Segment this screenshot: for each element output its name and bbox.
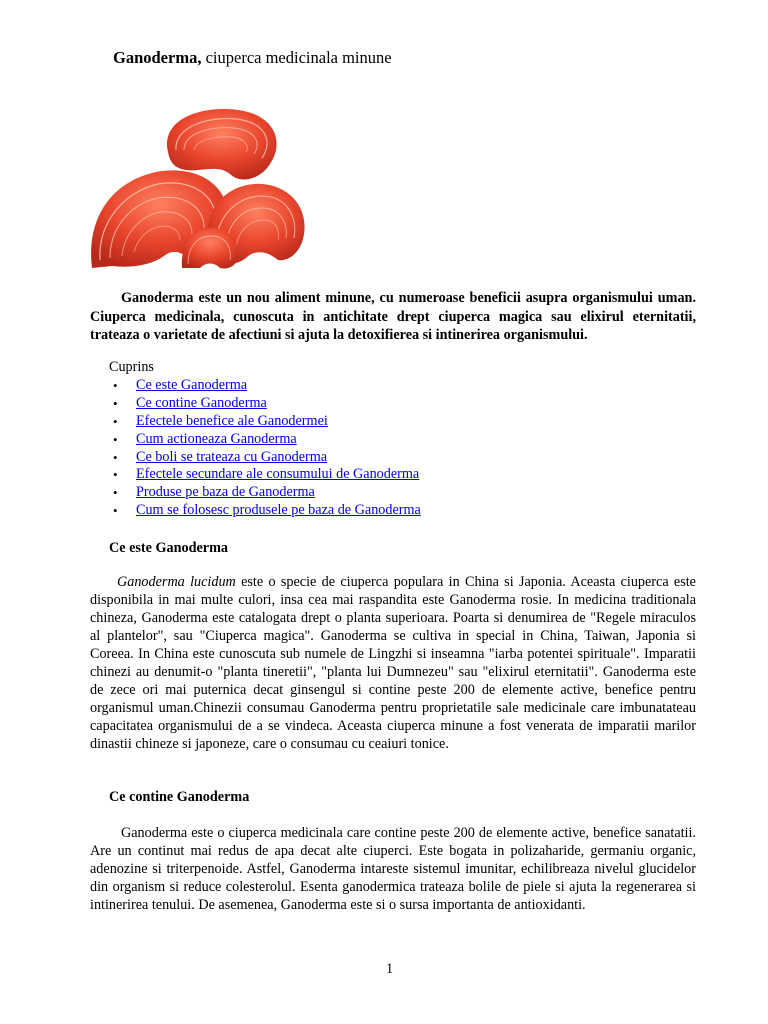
section-paragraph-ce-contine: Ganoderma este o ciuperca medicinala care contine peste 200 de elemente active, benefice sanatatii. Are un continut mai redus de apa decat alte ciuperci. Este bogata in polizaharide, germaniu organic, adenozine si triterpenoide. Astfel, Ganoderma intareste sistemul imunitar, echilibreaza nivelul glucidelor din organism si reduce colesterolul. Esenta ganodermica trateaza bolile de piele si ajuta la regenerarea si intinerirea tenului. De asemenea, Ganoderma este si o sursa importanta de antioxidanti. — [90, 825, 696, 914]
page-number: 1 — [386, 961, 394, 977]
toc-item — [109, 484, 421, 502]
toc-item — [109, 395, 421, 413]
toc-link-cum-actioneaza[interactable]: Cum actioneaza Ganoderma — [136, 430, 297, 447]
ganoderma-mushroom-image — [90, 100, 306, 270]
bullet-icon: • — [113, 413, 118, 429]
section-heading-ce-contine: Ce contine Ganoderma — [109, 789, 250, 805]
bullet-icon: • — [113, 467, 118, 483]
toc-item — [109, 377, 421, 395]
intro-paragraph: Ganoderma este un nou aliment minune, cu numeroase beneficii asupra organismului uman. Ciuperca medicinala, cunoscuta in antichitate drept ciuperca magica sau elixirul eternitatii, trateaza o varietate de afectiuni si ajuta la detoxifierea si intinerirea organismului. — [90, 290, 696, 343]
toc-link-produse[interactable]: Produse pe baza de Ganoderma — [136, 484, 315, 501]
toc-link-ce-boli[interactable]: Ce boli se trateaza cu Ganoderma — [136, 448, 328, 465]
toc-item — [109, 502, 421, 520]
bullet-icon: • — [113, 485, 118, 501]
bullet-icon: • — [113, 449, 118, 465]
toc-link-efectele-benefice[interactable]: Efectele benefice ale Ganodermei — [136, 412, 328, 429]
document-title — [113, 48, 392, 68]
toc-item — [109, 413, 421, 431]
title-rest: ciuperca medicinala minune — [201, 48, 392, 67]
section-paragraph-ce-este — [90, 573, 696, 753]
bullet-icon: • — [113, 431, 118, 447]
toc-link-ce-contine[interactable]: Ce contine Ganoderma — [136, 394, 267, 411]
species-name: Ganoderma lucidum — [117, 574, 236, 590]
table-of-contents — [109, 377, 421, 520]
section-heading-ce-este: Ce este Ganoderma — [109, 540, 228, 556]
bullet-icon: • — [113, 503, 118, 519]
toc-item — [109, 449, 421, 467]
toc-link-ce-este[interactable]: Ce este Ganoderma — [136, 377, 248, 393]
bullet-icon: • — [113, 378, 118, 393]
toc-link-efectele-secundare[interactable]: Efectele secundare ale consumului de Ganoderma — [136, 466, 420, 483]
toc-heading: Cuprins — [109, 359, 154, 375]
section-body-text: este o specie de ciuperca populara in China si Japonia. Aceasta ciuperca este disponibila in mai multe culori, insa cea mai raspandita este Ganoderma rosie. In medicina traditionala chineza, Ganoderma este catalogata drept o planta superioara. Poarta si denumirea de "Regele miraculos al plantelor", sau "Ciuperca magica". Ganoderma se cultiva in special in China, Taiwan, Japonia si Coreea. In China este cunoscuta sub numele de Lingzhi si inseamna "iarba potentei spirituale". Imparatii chinezi au denumit-o "planta tineretii", "planta lui Dumnezeu" sau "elixirul eternitatii". Ganoderma este de zece ori mai puternica decat ginsengul si contine peste 200 de elemente active, benefice pentru organismul uman.Chinezii consumau Ganoderma pentru proprietatile sale medicinale care imbunatateau capacitatea organismului de a se vindeca. Aceasta ciuperca minune a fost venerata de imparatii marilor dinastii chineze si japoneze, care o consumau cu ceaiuri tonice. — [90, 574, 696, 753]
toc-link-cum-se-folosesc[interactable]: Cum se folosesc produsele pe baza de Ganoderma — [136, 502, 421, 519]
toc-item — [109, 466, 421, 484]
bullet-icon: • — [113, 395, 118, 411]
toc-item — [109, 431, 421, 449]
title-bold: Ganoderma, — [113, 48, 202, 67]
